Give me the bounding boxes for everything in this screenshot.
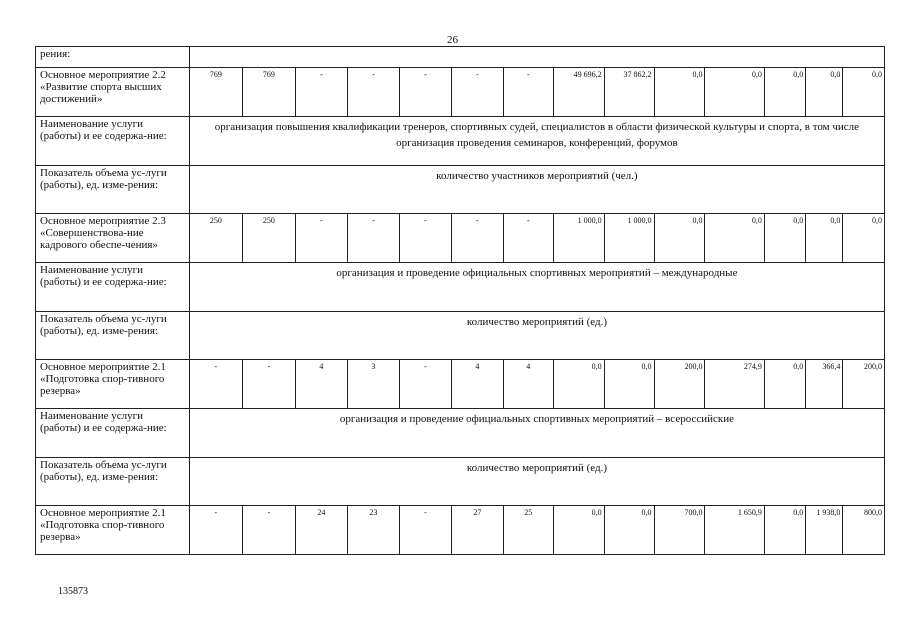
value-cell: 800,0 [843,506,885,555]
value-cell: - [242,360,295,409]
value-cell: 1 000,0 [553,214,604,263]
table-row-event [36,506,885,555]
value-cell: 366,4 [806,360,843,409]
empty-cell [189,47,884,68]
table-row-service-name [36,263,885,312]
value-cell: 37 862,2 [604,68,654,117]
value-cell: 0,0 [553,360,604,409]
value-cell: 0,0 [843,214,885,263]
value-cell: 0,0 [604,506,654,555]
value-cell: - [451,68,503,117]
table-row-continuation [36,47,885,68]
value-cell: 27 [451,506,503,555]
value-cell: 4 [451,360,503,409]
value-cell: 0,0 [806,214,843,263]
row-label: Основное мероприятие 2.3 «Совершенствова-ние кадрового обеспе-чения» [36,214,190,263]
value-cell: 200,0 [654,360,705,409]
value-cell: - [399,360,451,409]
data-table [35,46,885,555]
value-cell: 0,0 [654,214,705,263]
indicator-description: количество участников мероприятий (чел.) [189,166,884,214]
row-label: рения: [36,47,190,68]
value-cell: 24 [295,506,347,555]
value-cell: 0,0 [553,506,604,555]
value-cell: 0,0 [764,68,805,117]
row-label: Показатель объема ус-луги (работы), ед. изме-рения: [36,166,190,214]
value-cell: - [451,214,503,263]
value-cell: 23 [347,506,399,555]
service-description: организация и проведение официальных спортивных мероприятий – всероссийские [189,409,884,458]
value-cell: 769 [189,68,242,117]
row-label: Наименование услуги (работы) и ее содержа-ние: [36,409,190,458]
value-cell: 0,0 [705,214,764,263]
row-label: Основное мероприятие 2.2 «Развитие спорта высших достижений» [36,68,190,117]
value-cell: 1 938,0 [806,506,843,555]
indicator-description: количество мероприятий (ед.) [189,458,884,506]
value-cell: 49 696,2 [553,68,604,117]
value-cell: 250 [189,214,242,263]
value-cell: 0,0 [843,68,885,117]
value-cell: - [295,214,347,263]
table-row-event [36,68,885,117]
value-cell: 0,0 [806,68,843,117]
row-label: Наименование услуги (работы) и ее содержа-ние: [36,117,190,166]
value-cell: 274,9 [705,360,764,409]
value-cell: - [295,68,347,117]
table-row-service-name [36,409,885,458]
value-cell: - [189,360,242,409]
service-description: организация повышения квалификации тренеров, спортивных судей, специалистов в области физической культуры и спорта, в том числе организация проведения семинаров, конференций, форумов [189,117,884,166]
page-number: 26 [447,34,458,46]
table-row-event [36,214,885,263]
value-cell: 4 [503,360,553,409]
value-cell: 200,0 [843,360,885,409]
document-code: 135873 [58,586,88,597]
value-cell: - [189,506,242,555]
value-cell: 3 [347,360,399,409]
value-cell: 25 [503,506,553,555]
value-cell: 0,0 [705,68,764,117]
value-cell: 0,0 [654,68,705,117]
row-label: Основное мероприятие 2.1 «Подготовка спор-тивного резерва» [36,506,190,555]
value-cell: 1 650,9 [705,506,764,555]
row-label: Наименование услуги (работы) и ее содержа-ние: [36,263,190,312]
indicator-description: количество мероприятий (ед.) [189,312,884,360]
table-row-indicator [36,312,885,360]
value-cell: 250 [242,214,295,263]
row-label: Показатель объема ус-луги (работы), ед. изме-рения: [36,458,190,506]
value-cell: 1 000,0 [604,214,654,263]
value-cell: - [503,68,553,117]
value-cell: - [399,68,451,117]
value-cell: 4 [295,360,347,409]
table-row-event [36,360,885,409]
value-cell: 769 [242,68,295,117]
table-row-service-name [36,117,885,166]
table-row-indicator [36,458,885,506]
value-cell: - [399,506,451,555]
value-cell: 0,0 [604,360,654,409]
value-cell: 0,0 [764,360,805,409]
value-cell: - [347,214,399,263]
value-cell: 700,0 [654,506,705,555]
value-cell: - [242,506,295,555]
value-cell: 0,0 [764,506,805,555]
service-description: организация и проведение официальных спортивных мероприятий – международные [189,263,884,312]
value-cell: - [503,214,553,263]
value-cell: - [399,214,451,263]
row-label: Показатель объема ус-луги (работы), ед. изме-рения: [36,312,190,360]
table-row-indicator [36,166,885,214]
row-label: Основное мероприятие 2.1 «Подготовка спор-тивного резерва» [36,360,190,409]
value-cell: 0,0 [764,214,805,263]
value-cell: - [347,68,399,117]
